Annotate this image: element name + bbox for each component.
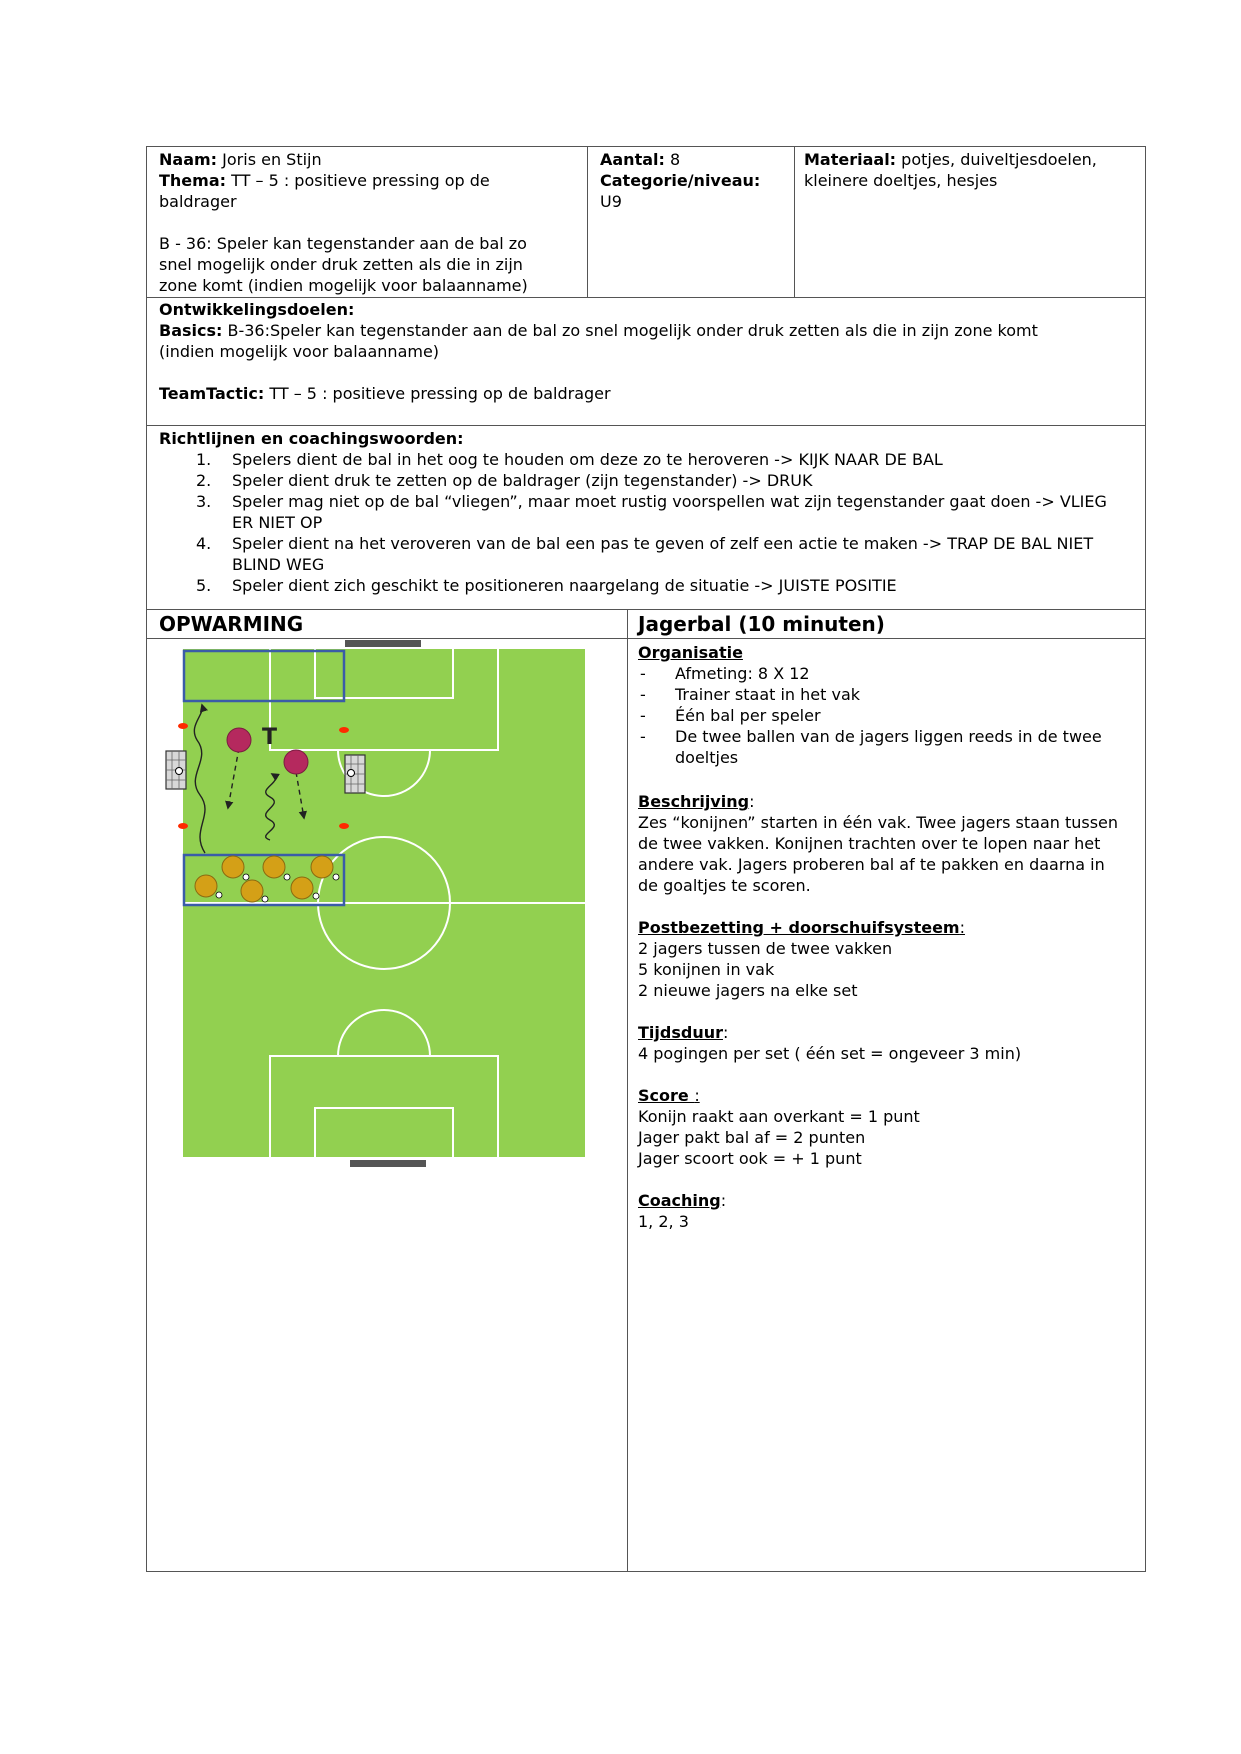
coaching-title: Coaching — [638, 1191, 721, 1210]
section-title: OPWARMING — [159, 612, 304, 636]
organisatie-title: Organisatie — [638, 643, 743, 662]
beschrijving-line: Zes “konijnen” starten in één vak. Twee jagers staan tussen — [638, 813, 1119, 832]
aantal-label: Aantal: — [600, 150, 665, 169]
richtlijn-text: Speler dient druk te zetten op de baldrager (zijn tegenstander) -> DRUK — [232, 471, 813, 490]
categorie-value: U9 — [600, 192, 622, 211]
b36-line: snel mogelijk onder druk zetten als die in zijn — [159, 255, 523, 274]
hunter-player — [284, 750, 308, 774]
richtlijn-number: 2. — [196, 471, 212, 490]
postbezetting-line: 5 konijnen in vak — [638, 960, 775, 979]
basics-line — [159, 321, 1038, 341]
categorie-label: Categorie/niveau: — [600, 171, 761, 190]
organisatie-item: De twee ballen van de jagers liggen reeds in de twee — [675, 727, 1102, 746]
basics-value: B-36:Speler kan tegenstander aan de bal zo snel mogelijk onder druk zetten als die in zijn zone komt — [227, 321, 1038, 340]
bullet-dash: - — [640, 727, 646, 746]
aantal-value: 8 — [670, 150, 681, 169]
materiaal-label: Materiaal: — [804, 150, 897, 169]
tijdsduur-title: Tijdsduur — [638, 1023, 723, 1042]
exercise-title: Jagerbal (10 minuten) — [638, 612, 885, 636]
score-heading — [638, 1086, 700, 1106]
beschrijving-line: de goaltjes te scoren. — [638, 876, 811, 895]
organisatie-item: Afmeting: 8 X 12 — [675, 664, 810, 683]
colon: : — [720, 1191, 727, 1210]
thema-line — [159, 171, 490, 191]
richtlijn-text-cont: BLIND WEG — [232, 555, 325, 574]
richtlijn-text: Speler dient zich geschikt te positioneren naargelang de situatie -> JUISTE POSITIE — [232, 576, 897, 595]
trainer-label: T — [262, 725, 278, 750]
materiaal-value: potjes, duiveltjesdoelen, — [901, 150, 1097, 169]
naam-value: Joris en Stijn — [222, 150, 322, 169]
teamtactic-label: TeamTactic: — [159, 384, 265, 403]
organisatie-item: doeltjes — [675, 748, 739, 767]
beschrijving-line: de twee vakken. Konijnen trachten over te lopen naar het — [638, 834, 1101, 853]
basics-label: Basics: — [159, 321, 223, 340]
basics-value-cont: (indien mogelijk voor balaanname) — [159, 342, 440, 361]
colon: : — [749, 792, 755, 811]
goal-bottom — [350, 1160, 426, 1167]
richtlijn-text-cont: ER NIET OP — [232, 513, 323, 532]
materiaal-line — [804, 150, 1097, 170]
beschrijving-title: Beschrijving — [638, 792, 750, 811]
field-diagram — [150, 636, 600, 1176]
small-goal-left — [166, 751, 186, 789]
postbezetting-heading — [638, 918, 965, 938]
cone — [178, 823, 188, 829]
cone — [178, 723, 188, 729]
thema-value-cont: baldrager — [159, 192, 237, 211]
colon: : — [959, 918, 965, 937]
cone — [339, 727, 349, 733]
colon: : — [722, 1023, 729, 1042]
richtlijn-number: 3. — [196, 492, 212, 511]
richtlijnen-title: Richtlijnen en coachingswoorden: — [159, 429, 464, 448]
cone — [339, 823, 349, 829]
coaching-line: 1, 2, 3 — [638, 1212, 689, 1231]
score-title: Score — [638, 1086, 695, 1105]
bullet-dash: - — [640, 706, 646, 725]
score-line: Jager pakt bal af = 2 punten — [638, 1128, 866, 1147]
score-line: Jager scoort ook = + 1 punt — [638, 1149, 862, 1168]
small-goal-right — [345, 755, 365, 793]
postbezetting-line: 2 jagers tussen de twee vakken — [638, 939, 893, 958]
teamtactic-line — [159, 384, 611, 404]
score-line: Konijn raakt aan overkant = 1 punt — [638, 1107, 920, 1126]
bullet-dash: - — [640, 664, 646, 683]
teamtactic-value: TT – 5 : positieve pressing op de baldrager — [269, 384, 611, 403]
colon: : — [694, 1086, 700, 1105]
goal-top — [345, 640, 421, 647]
richtlijn-text: Speler mag niet op de bal “vliegen”, maar moet rustig voorspellen wat zijn tegenstander gaat doen -> VLIEG — [232, 492, 1107, 511]
organisatie-item: Trainer staat in het vak — [675, 685, 861, 704]
materiaal-value-cont: kleinere doeltjes, hesjes — [804, 171, 998, 190]
b36-line: zone komt (indien mogelijk voor balaanname) — [159, 276, 528, 295]
tijdsduur-heading — [638, 1023, 728, 1043]
postbezetting-title: Postbezetting + doorschuifsysteem — [638, 918, 960, 937]
thema-label: Thema: — [159, 171, 227, 190]
richtlijn-text: Speler dient na het veroveren van de bal een pas te geven of zelf een actie te maken -> TRAP DE BAL NIET — [232, 534, 1094, 553]
richtlijn-text: Spelers dient de bal in het oog te houden om deze zo te heroveren -> KIJK NAAR DE BAL — [232, 450, 943, 469]
coaching-heading — [638, 1191, 726, 1211]
naam-line — [159, 150, 322, 170]
b36-line: B - 36: Speler kan tegenstander aan de bal zo — [159, 234, 527, 253]
tijdsduur-line: 4 pogingen per set ( één set = ongeveer 3 min) — [638, 1044, 1022, 1063]
thema-value: TT – 5 : positieve pressing op de — [231, 171, 490, 190]
description-cell — [627, 638, 1146, 1572]
bullet-dash: - — [640, 685, 646, 704]
beschrijving-heading — [638, 792, 754, 812]
naam-label: Naam: — [159, 150, 218, 169]
richtlijn-number: 1. — [196, 450, 212, 469]
beschrijving-line: andere vak. Jagers proberen bal af te pakken en daarna in — [638, 855, 1105, 874]
richtlijn-number: 5. — [196, 576, 212, 595]
hunter-player — [227, 728, 251, 752]
richtlijn-number: 4. — [196, 534, 212, 553]
ontwikkelingsdoelen-title: Ontwikkelingsdoelen: — [159, 300, 355, 319]
aantal-line — [600, 150, 680, 170]
postbezetting-line: 2 nieuwe jagers na elke set — [638, 981, 858, 1000]
organisatie-item: Één bal per speler — [675, 706, 821, 725]
